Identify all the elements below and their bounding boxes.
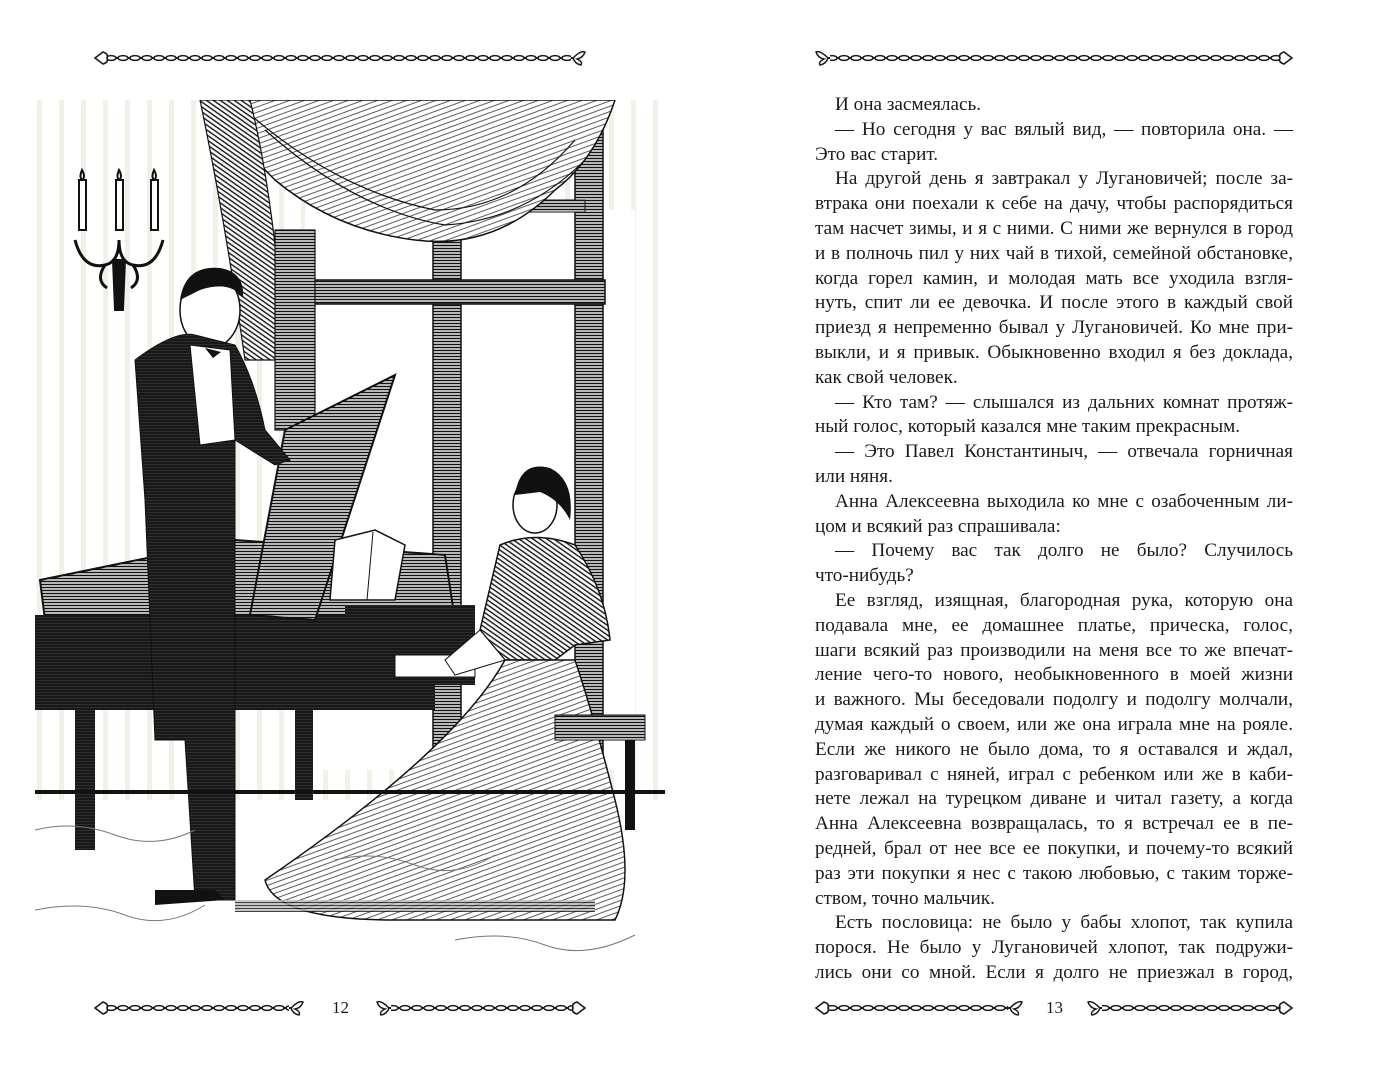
text-line: редней, брал от нее все ее покупки, и почему-то всякий <box>815 837 1293 859</box>
piano-scene-illustration <box>35 100 665 966</box>
text-line: когда горел камин, и молодая мать все уходила взгля- <box>815 267 1293 289</box>
bottom-left-chain-ornament <box>93 1000 305 1016</box>
text-line: ством, точно мальчик. <box>815 887 995 909</box>
bottom-right-chain-ornament <box>1086 1000 1294 1016</box>
bottom-left-chain-ornament <box>814 1000 1024 1016</box>
text-line: или няня. <box>815 465 893 487</box>
top-chain-ornament <box>814 50 1294 66</box>
text-line: ный голос, который казался мне таким прекрасным. <box>815 416 1241 438</box>
text-line: И она засмеялась. <box>835 94 982 115</box>
text-line: приезд я непременно бывал у Лугановичей. Ко мне при- <box>815 317 1293 339</box>
text-line: там насчет зимы, и я с ними. С ними же вернулся в город <box>815 217 1293 239</box>
text-line: как свой человек. <box>815 366 958 388</box>
text-line: Анна Алексеевна выходила ко мне с озабоченным ли- <box>835 490 1293 512</box>
text-line: раз эти покупки я нес с такою любовью, с таким торже- <box>815 862 1293 884</box>
text-line: Ее взгляд, изящная, благородная рука, которую она <box>835 589 1293 611</box>
text-line: На другой день я завтракал у Лугановичей; после за- <box>835 168 1293 190</box>
text-line: ление чего-то нового, необыкновенного в моей жизни <box>815 664 1293 686</box>
text-line: что-нибудь? <box>815 565 914 587</box>
text-line: и в полночь пил у них чай в тихой, семейной обстановке, <box>815 242 1293 264</box>
page-number: 12 <box>332 998 349 1017</box>
text-line: — Почему вас так долго не было? Случилось <box>835 540 1293 562</box>
right-page <box>694 0 1388 1080</box>
text-line: — Это Павел Константиныч, — отвечала горничная <box>835 441 1293 463</box>
body-text <box>815 93 1293 986</box>
text-line: выкли, и я привык. Обыкновенно входил я без доклада, <box>815 341 1293 363</box>
text-line: подавала мне, ее домашнее платье, прическа, голос, <box>815 614 1293 636</box>
text-line: — Кто там? — слышался из дальних комнат протяж- <box>835 391 1293 413</box>
text-line: цом и всякий раз спрашивала: <box>815 515 1061 537</box>
text-line: думая каждый о своем, или же она играла мне на рояле. <box>815 713 1293 735</box>
text-line: лись они со мной. Если я долго не приезжал в город, <box>815 961 1293 983</box>
page-number: 13 <box>1046 998 1063 1017</box>
text-line: шаги всякий раз производили на меня все то же впечат- <box>815 639 1293 661</box>
top-chain-ornament <box>93 50 587 66</box>
text-line: разговаривал с няней, играл с ребенком или же в каби- <box>815 763 1293 785</box>
text-line: втрака они поехали к себе на дачу, чтобы распорядиться <box>815 193 1293 215</box>
text-line: и важного. Мы беседовали подолгу и подолгу молчали, <box>815 689 1293 711</box>
text-line: — Но сегодня у вас вялый вид, — повторила она. — <box>835 118 1293 140</box>
text-line: Если же никого не было дома, то я оставался и ждал, <box>815 738 1293 760</box>
text-line: Это вас старит. <box>815 143 939 165</box>
text-line: Есть пословица: не было у бабы хлопот, так купила <box>835 912 1293 934</box>
text-line: порося. Не было у Лугановичей хлопот, так подружи- <box>815 937 1293 959</box>
bottom-right-chain-ornament <box>375 1000 587 1016</box>
text-line: нете лежал на турецком диване и читал газету, а когда <box>815 788 1293 810</box>
text-line: Анна Алексеевна возвращалась, то я встречал ее в пе- <box>815 813 1293 835</box>
text-line: нуть, спит ли ее девочка. И после этого в каждый свой <box>815 292 1293 314</box>
